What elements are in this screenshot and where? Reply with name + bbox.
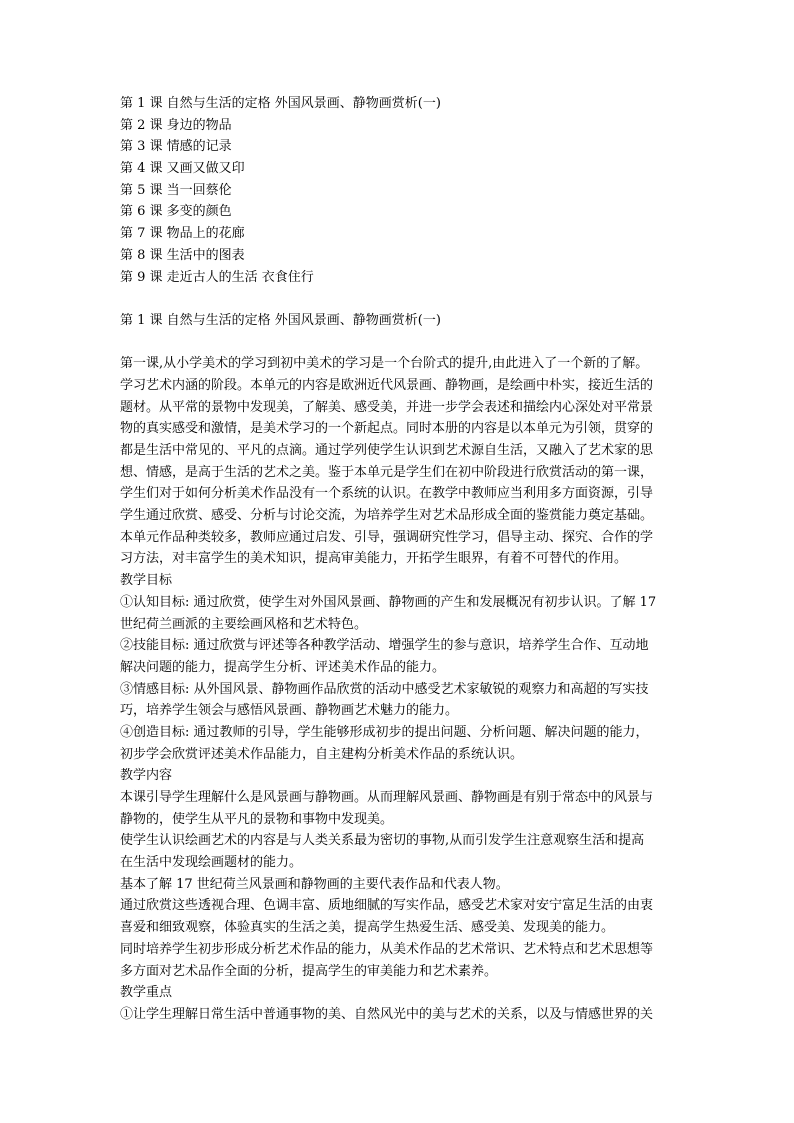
section-heading-content: 教学内容 — [120, 768, 173, 784]
text-line: 在生活中发现绘画题材的能力。 — [120, 855, 303, 871]
text-line: 想、情感，是高于生活的艺术之美。鉴于本单元是学生们在初中阶段进行欣赏活动的第一课， — [120, 464, 654, 480]
focus-section — [120, 1004, 690, 1026]
spacer — [120, 332, 690, 354]
text-line: 本单元作品种类较多，教师应通过启发、引导，强调研究性学习，倡导主动、探究、合作的学 — [120, 529, 654, 545]
toc-item: 第 1 课 自然与生活的定格 外国风景画、静物画赏析(一) — [120, 96, 441, 111]
text-line: 通过欣赏这些透视合理、色调丰富、质地细腻的写实作品，感受艺术家对安宁富足生活的由衷 — [120, 898, 654, 914]
text-line: 学生们对于如何分析美术作品没有一个系统的认识。在教学中教师应当利用多方面资源，引导 — [120, 486, 654, 502]
toc-item: 第 2 课 身边的物品 — [120, 117, 232, 133]
text-line: 多方面对艺术品作全面的分析，提高学生的审美能力和艺术素养。 — [120, 963, 498, 979]
toc-item: 第 6 课 多变的颜色 — [120, 204, 232, 220]
text-line: 同时培养学生初步形成分析艺术作品的能力，从美术作品的艺术常识、艺术特点和艺术思想等 — [120, 941, 654, 957]
toc-item: 第 3 课 情感的记录 — [120, 139, 232, 155]
document-page — [120, 93, 690, 1026]
text-line: 物的真实感受和激情，是美术学习的一个新起点。同时本册的内容是以本单元为引领，贯穿的 — [120, 421, 654, 437]
text-line: ④创造目标: 通过教师的引导，学生能够形成初步的提出问题、分析问题、解决问题的能力， — [120, 724, 649, 740]
lesson-title: 第 1 课 自然与生活的定格 外国风景画、静物画赏析(一) — [120, 312, 441, 328]
text-line: 习方法，对丰富学生的美术知识，提高审美能力，开拓学生眼界，有着不可替代的作用。 — [120, 551, 628, 567]
text-line: 初步学会欣赏评述美术作品能力，自主建构分析美术作品的系统认识。 — [120, 746, 524, 762]
text-line: 第一课,从小学美术的学习到初中美术的学习是一个台阶式的提升,由此进入了一个新的了解。 — [120, 356, 649, 372]
text-line: 喜爱和细致观察，体验真实的生活之美，提高学生热爱生活、感受美、发现美的能力。 — [120, 920, 615, 936]
section-heading-focus: 教学重点 — [120, 985, 173, 1001]
text-line: 解决问题的能力，提高学生分析、评述美术作品的能力。 — [120, 659, 446, 675]
text-line: ②技能目标: 通过欣赏与评述等各种教学活动、增强学生的参与意识，培养学生合作、互动地 — [120, 638, 649, 654]
text-line: ①认知目标: 通过欣赏，使学生对外国风景画、静物画的产生和发展概况有初步认识。了解 17 — [120, 594, 657, 610]
text-line: ①让学生理解日常生活中普通事物的美、自然风光中的美与艺术的关系，以及与情感世界的关 — [120, 1006, 654, 1022]
text-line: 巧，培养学生领会与感悟风景画、静物画艺术魅力的能力。 — [120, 703, 459, 719]
text-line: 静物的，使学生从平凡的景物和事物中发现美。 — [120, 811, 394, 827]
toc-item: 第 7 课 物品上的花廊 — [120, 226, 245, 242]
goals-section — [120, 592, 690, 766]
text-line: 都是生活中常见的、平凡的点滴。通过学列使学生认识到艺术源自生活，又融入了艺术家的思 — [120, 443, 654, 458]
section-heading-goals: 教学目标 — [120, 573, 173, 589]
content-section — [120, 787, 690, 982]
text-line: 基本了解 17 世纪荷兰风景画和静物画的主要代表作品和代表人物。 — [120, 876, 509, 892]
text-line: 使学生认识绘画艺术的内容是与人类关系最为密切的事物,从而引发学生注意观察生活和提高 — [120, 833, 645, 849]
text-line: 题材。从平常的景物中发现美，了解美、感受美，并进一步学会表述和描绘内心深处对平常景 — [120, 399, 654, 415]
text-line: 学习艺术内涵的阶段。本单元的内容是欧洲近代风景画、静物画，是绘画中朴实，接近生活的 — [120, 377, 654, 393]
toc-item: 第 5 课 当一回蔡伦 — [120, 182, 232, 198]
text-line: 世纪荷兰画派的主要绘画风格和艺术特色。 — [120, 616, 368, 632]
text-line: ③情感目标: 从外国风景、静物画作品欣赏的活动中感受艺术家敏锐的观察力和高超的写实技 — [120, 681, 649, 697]
spacer — [120, 288, 690, 310]
table-of-contents — [120, 93, 690, 288]
text-line: 本课引导学生理解什么是风景画与静物画。从而理解风景画、静物画是有别于常态中的风景与 — [120, 790, 654, 805]
toc-item: 第 9 课 走近古人的生活 衣食住行 — [120, 269, 314, 285]
text-line: 学生通过欣赏、感受、分析与讨论交流，为培养学生对艺术品形成全面的鉴赏能力奠定基础。 — [120, 508, 654, 524]
toc-item: 第 8 课 生活中的图表 — [120, 247, 245, 263]
toc-item: 第 4 课 又画又做又印 — [120, 161, 245, 177]
intro-paragraph — [120, 353, 690, 570]
